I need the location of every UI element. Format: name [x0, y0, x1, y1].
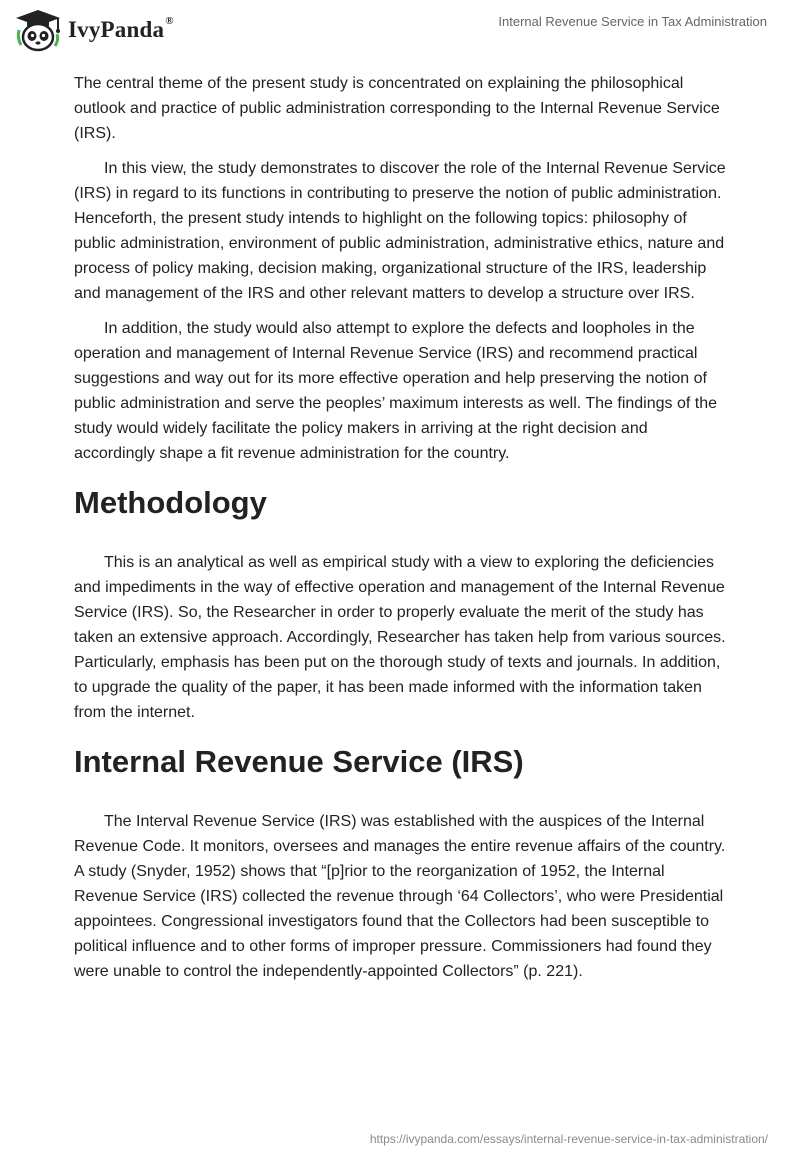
- document-title: Internal Revenue Service in Tax Administration: [498, 14, 767, 29]
- paragraph-methodology: This is an analytical as well as empirical study with a view to exploring the deficiencies and impediments in the way of effective operation and management of the Internal Revenue Service (IRS). So, the Researcher in order to properly evaluate the merit of the study has taken an extensive approach. Accordingly, Researcher has taken help from various sources. Particularly, emphasis has been put on the thorough study of texts and journals. In addition, to upgrade the quality of the paper, it has been made informed with the information taken from the internet.: [74, 554, 726, 721]
- panda-graduate-icon: [14, 8, 62, 52]
- paragraph-intro: The central theme of the present study is concentrated on explaining the philosophical outlook and practice of public administration corresponding to the Internal Revenue Service (IRS).: [74, 75, 720, 142]
- brand-logo[interactable]: [14, 8, 174, 52]
- essay-content: [74, 71, 726, 994]
- paragraph-role: In this view, the study demonstrates to discover the role of the Internal Revenue Service (IRS) in regard to its functions in contributing to preserve the notion of public administration. Henceforth, the present study intends to highlight on the following topics: philosophy of public administration, environment of public administration, administrative ethics, nature and process of policy making, decision making, organizational structure of the IRS, leadership and management of the IRS and other relevant matters to develop a structure over IRS.: [74, 160, 726, 302]
- trademark-symbol: ®: [165, 15, 174, 28]
- paragraph-defects: In addition, the study would also attempt to explore the defects and loopholes in the operation and management of Internal Revenue Service (IRS) and recommend practical suggestions and way out for its more effective operation and help preserving the notion of public administration and serve the peoples’ maximum interests as well. The findings of the study would widely facilitate the policy makers in arriving at the right decision and accordingly shape a fit revenue administration for the country.: [74, 320, 717, 462]
- brand-name: IvyPanda®: [68, 15, 174, 42]
- heading-irs: Internal Revenue Service (IRS): [74, 744, 524, 779]
- paragraph-irs: The Interval Revenue Service (IRS) was established with the auspices of the Internal Revenue Code. It monitors, oversees and manages the entire revenue affairs of the country. A study (Snyder, 1952) shows that “[p]rior to the reorganization of 1952, the Internal Revenue Service (IRS) collected the revenue through ‘64 Collectors’, who were Presidential appointees. Congressional investigators found that the Collectors had been susceptible to political influence and to other forms of improper pressure. Commissioners had found they were unable to control the independently-appointed Collectors” (p. 221).: [74, 813, 726, 980]
- source-url-link[interactable]: https://ivypanda.com/essays/internal-revenue-service-in-tax-administration/: [369, 1132, 768, 1146]
- heading-methodology: Methodology: [74, 485, 267, 520]
- page-header: [0, 0, 800, 70]
